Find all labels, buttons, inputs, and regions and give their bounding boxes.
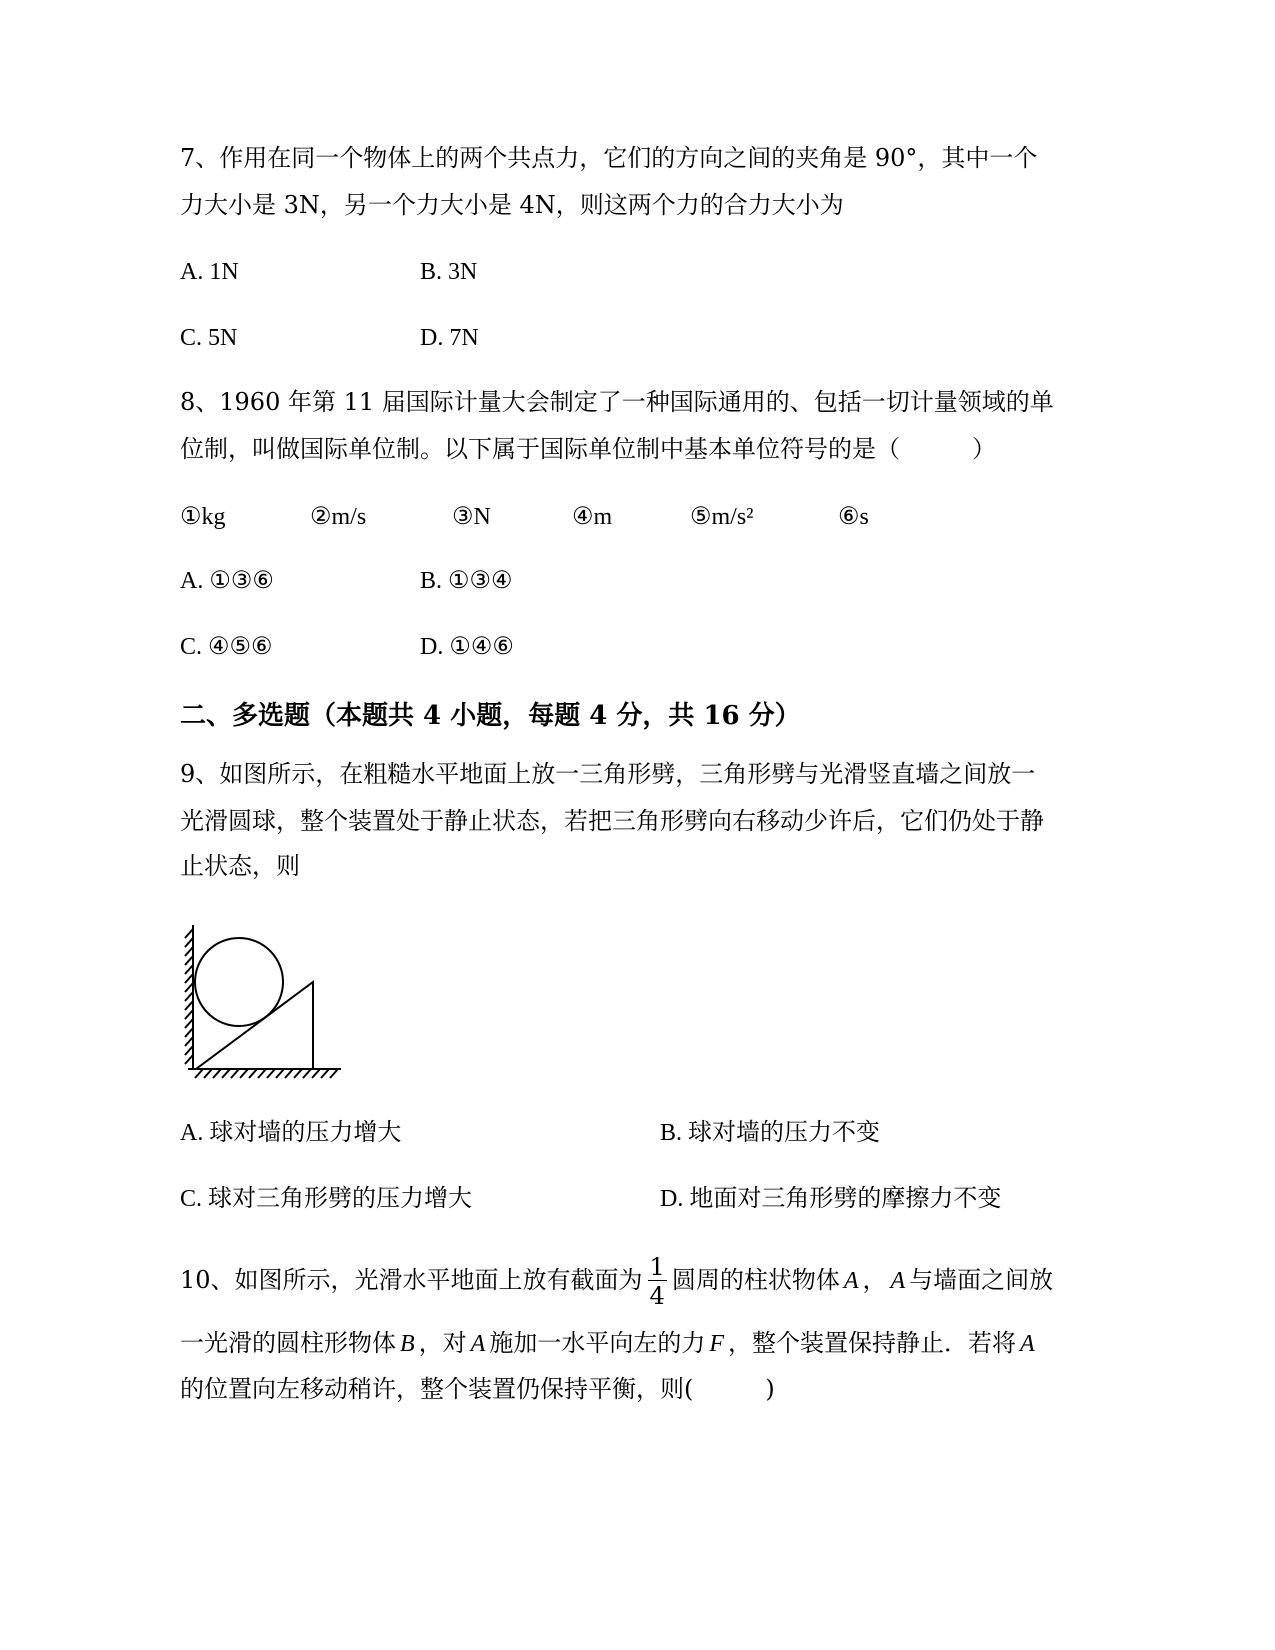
q9-option-b: B. 球对墙的压力不变	[660, 1120, 881, 1146]
q8-stem-line-1: 8、1960 年第 11 届国际计量大会制定了一种国际通用的、包括一切计量领域的单	[180, 388, 1054, 416]
q10-line-2-text: 一光滑的圆柱形物体	[180, 1329, 396, 1357]
q9-stem-line-2: 光滑圆球，整个装置处于静止状态，若把三角形劈向右移动少许后，它们仍处于静	[180, 807, 1044, 835]
q10-line-1-text: 与墙面之间放	[909, 1266, 1054, 1294]
q8-unit-5: ⑤m/s²	[690, 504, 754, 530]
q7-option-b: B. 3N	[420, 259, 478, 285]
triangular-wedge	[196, 982, 313, 1069]
variable-b: B	[400, 1331, 415, 1357]
q8-option-d: D. ①④⑥	[420, 634, 514, 660]
fraction-one-quarter	[648, 1254, 667, 1309]
q7-stem-line-1: 7、作用在同一个物体上的两个共点力，它们的方向之间的夹角是 90°，其中一个	[180, 144, 1038, 172]
q7-option-d: D. 7N	[420, 325, 479, 351]
q9-option-a: A. 球对墙的压力增大	[180, 1120, 402, 1146]
variable-a: A	[843, 1268, 859, 1294]
q9-stem-line-1: 9、如图所示，在粗糙水平地面上放一三角形劈，三角形劈与光滑竖直墙之间放一	[180, 760, 1036, 788]
q10-line-1-text: ，	[862, 1266, 887, 1294]
q8-option-c: C. ④⑤⑥	[180, 634, 273, 660]
q8-option-a: A. ①③⑥	[180, 568, 274, 594]
q10-stem-line-2	[180, 1329, 1035, 1358]
q7-option-c: C. 5N	[180, 325, 238, 351]
q8-unit-2: ②m/s	[310, 504, 367, 530]
q8-unit-1: ①kg	[180, 504, 226, 530]
q8-unit-6: ⑥s	[838, 504, 869, 530]
q10-line-1-text: 10、如图所示，光滑水平地面上放有截面为	[180, 1266, 643, 1294]
q10-line-2-text: ，整个装置保持静止．若将	[728, 1329, 1017, 1357]
q8-option-b: B. ①③④	[420, 568, 513, 594]
q9-stem-line-3: 止状态，则	[180, 852, 300, 880]
q10-line-2-text: ，对	[418, 1329, 467, 1357]
wall-hatching	[185, 929, 193, 1064]
q10-line-1-text: 圆周的柱状物体	[671, 1266, 840, 1294]
variable-f: F	[709, 1331, 725, 1357]
variable-a: A	[890, 1268, 906, 1294]
q8-stem-line-2: 位制，叫做国际单位制。以下属于国际单位制中基本单位符号的是（ ）	[180, 435, 996, 463]
q10-stem-line-1	[180, 1250, 1054, 1311]
q8-unit-3: ③N	[452, 504, 491, 530]
ground-hatching	[195, 1069, 338, 1078]
variable-a: A	[470, 1331, 486, 1357]
q9-option-d: D. 地面对三角形劈的摩擦力不变	[660, 1186, 1002, 1212]
section-heading-multiple-choice: 二、多选题（本题共 4 小题，每题 4 分，共 16 分）	[180, 701, 801, 731]
ball	[195, 938, 283, 1026]
q10-line-2-text: 施加一水平向左的力	[489, 1329, 706, 1357]
variable-a: A	[1020, 1331, 1035, 1357]
q9-option-c: C. 球对三角形劈的压力增大	[180, 1186, 473, 1212]
q9-figure-ball-wedge-wall	[175, 915, 350, 1085]
q8-unit-4: ④m	[572, 504, 613, 530]
q7-option-a: A. 1N	[180, 259, 239, 285]
fraction-denominator: 4	[649, 1282, 665, 1310]
q10-stem-line-3: 的位置向左移动稍许，整个装置仍保持平衡，则( )	[180, 1375, 775, 1403]
q7-stem-line-2: 力大小是 3N，另一个力大小是 4N，则这两个力的合力大小为	[180, 191, 844, 219]
fraction-numerator: 1	[649, 1253, 665, 1281]
